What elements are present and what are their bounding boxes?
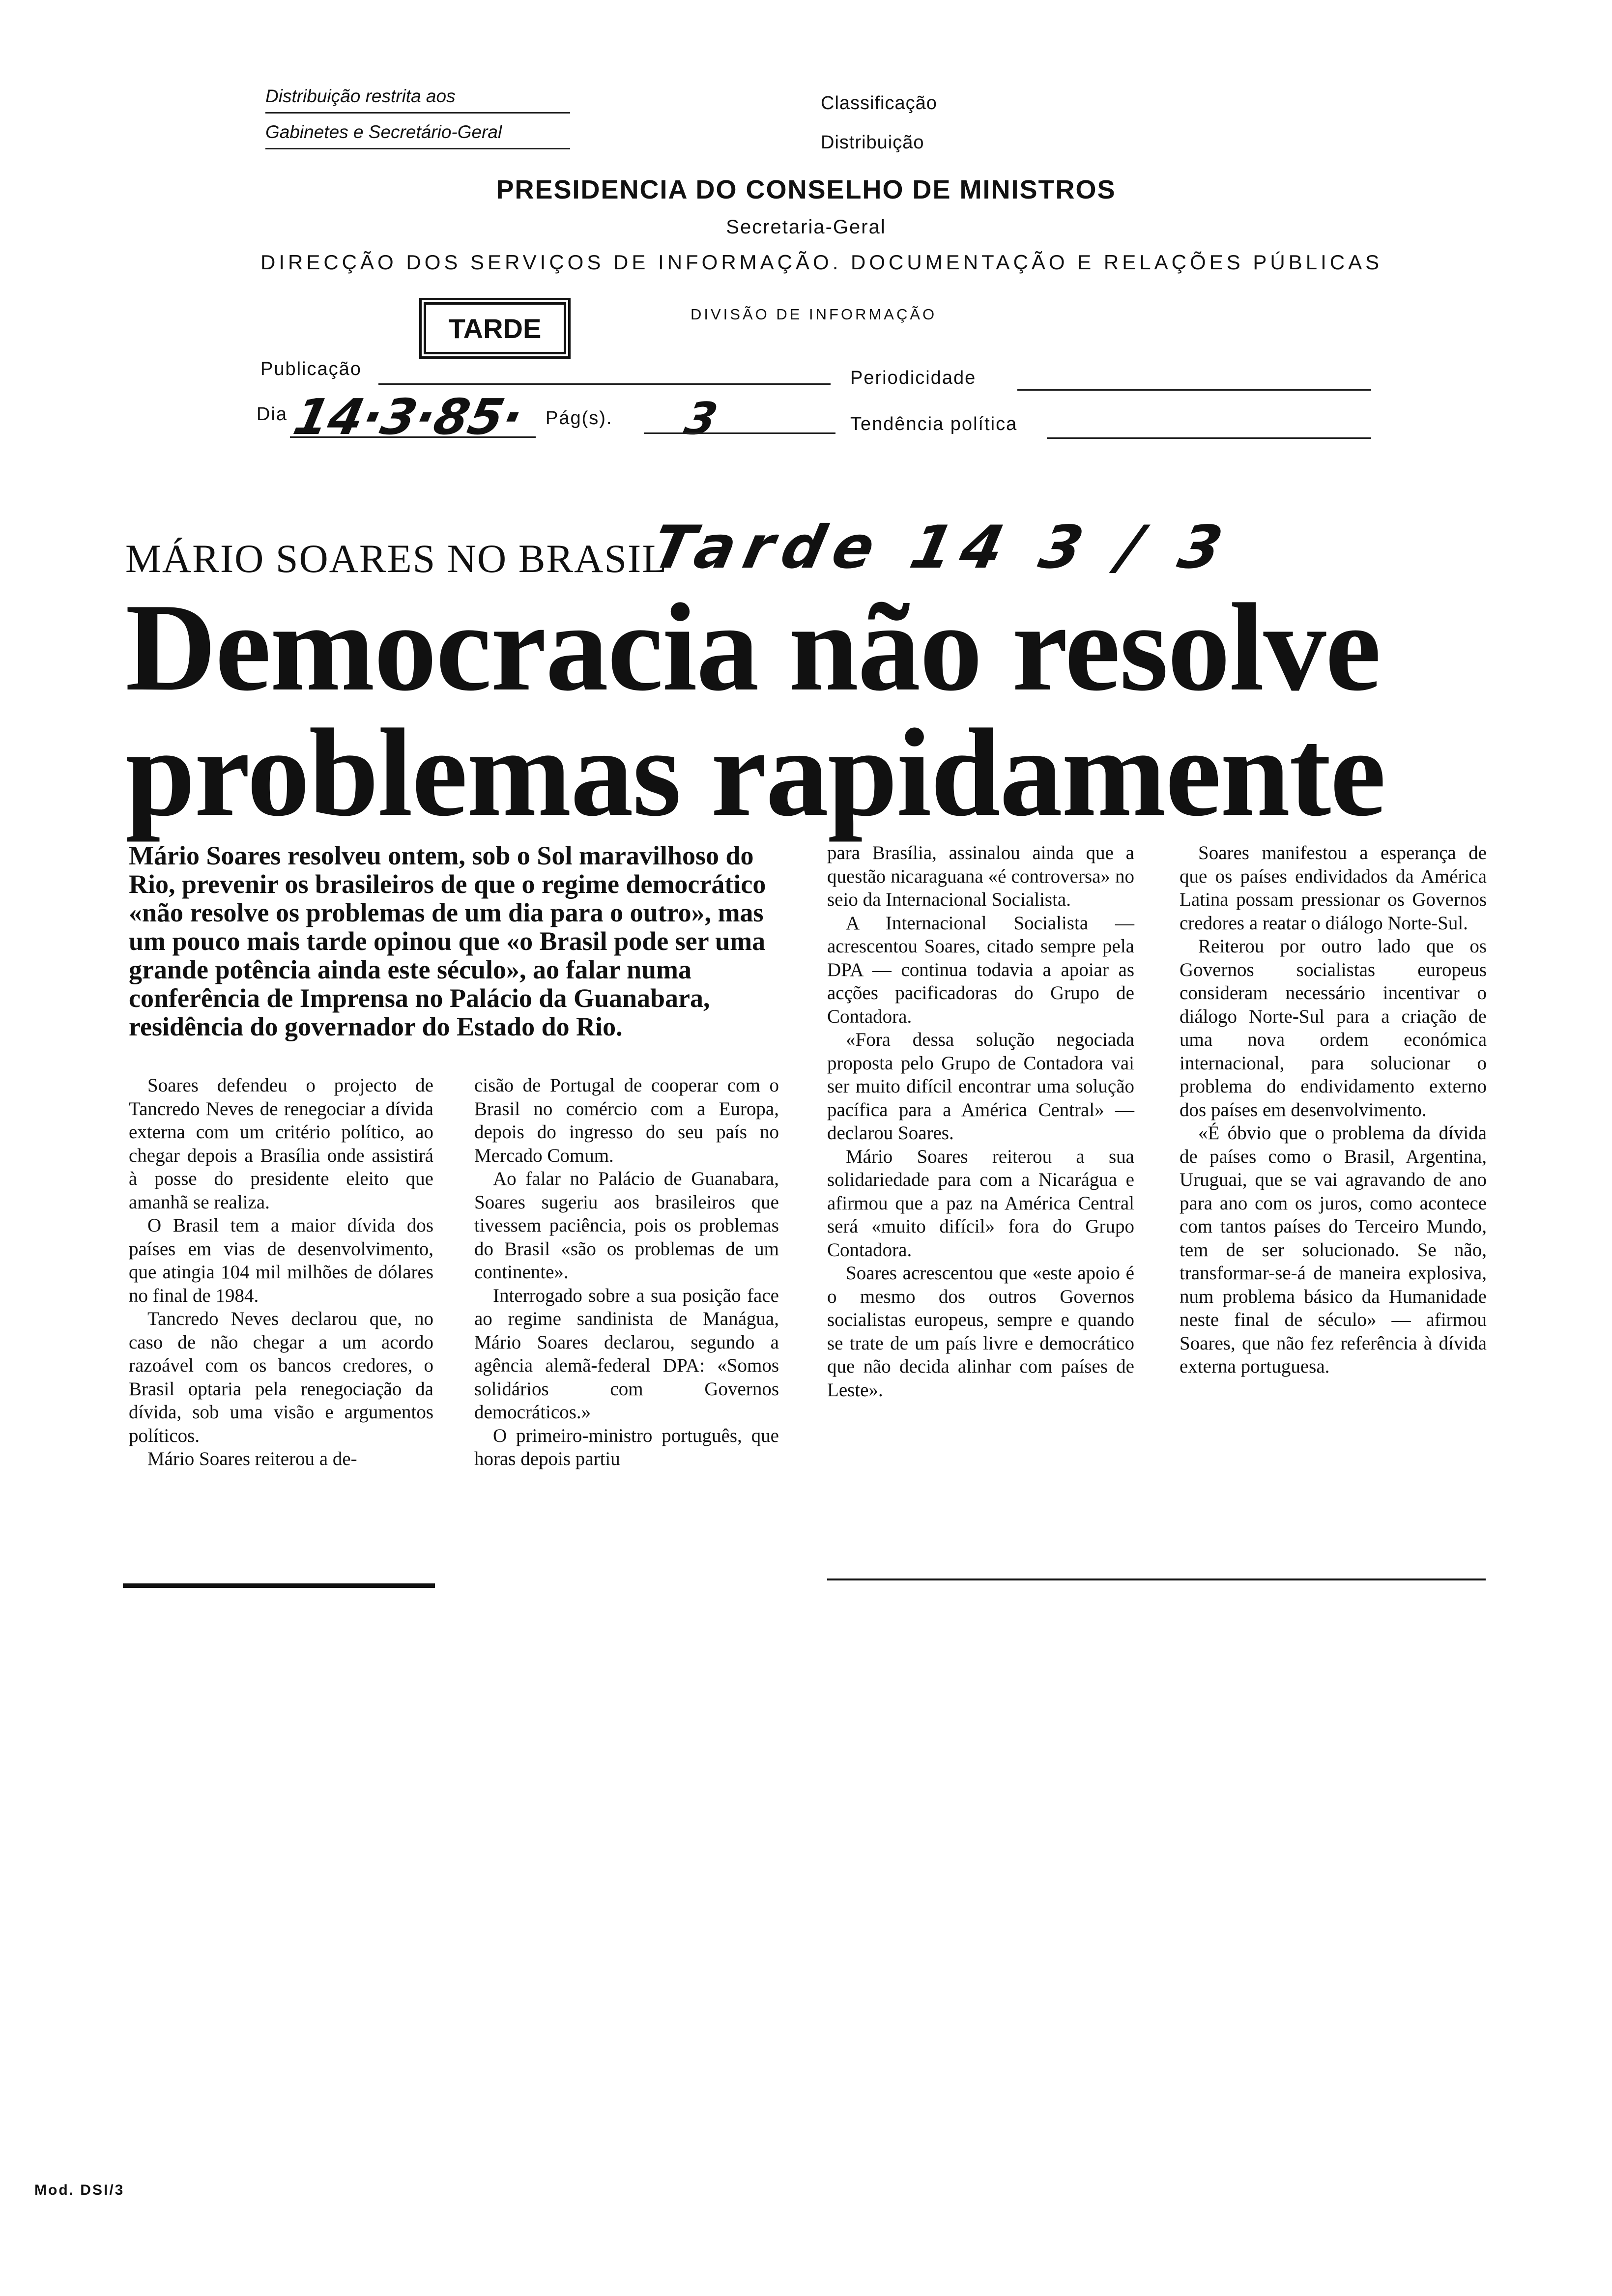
tendencia-line xyxy=(1047,437,1371,439)
pag-label: Pág(s). xyxy=(546,408,613,429)
restriction-line-1: Distribuição restrita aos xyxy=(265,78,570,114)
tendencia-label: Tendência política xyxy=(850,414,1018,434)
article-column-2 xyxy=(474,1074,779,1471)
col3-paragraph: Soares acrescentou que «este apoio é o mesmo dos outros Governos socialistas europeus, sempre e quando se trate de um país livre e democrático que não decida alinhar com países de Leste». xyxy=(827,1263,1134,1401)
col1-paragraph: Mário Soares reiterou a de- xyxy=(147,1448,357,1469)
publicacao-label: Publicação xyxy=(260,359,362,379)
article-headline xyxy=(125,578,1501,842)
periodicidade-label: Periodicidade xyxy=(850,368,977,388)
handwritten-annotation: Tarde 14 3 / 3 xyxy=(646,514,1237,582)
direccao-title: DIRECÇÃO DOS SERVIÇOS DE INFORMAÇÃO. DOCUMENTAÇÃO E RELAÇÕES PÚBLICAS xyxy=(260,251,1383,274)
classification-block xyxy=(821,84,937,162)
divisao-label: DIVISÃO DE INFORMAÇÃO xyxy=(691,306,937,323)
tarde-stamp: TARDE xyxy=(424,302,566,354)
pag-line xyxy=(644,432,835,434)
classificacao-label: Classificação xyxy=(821,93,937,114)
col3-paragraph: «Fora dessa solução negociada proposta pelo Grupo de Contadora vai ser muito difícil encontrar uma solução pacífica para a América Central» — declarou Soares. xyxy=(827,1029,1134,1144)
article-column-3 xyxy=(827,841,1134,1402)
dia-handwritten-value: 14·3·85· xyxy=(288,388,528,446)
distribution-restriction xyxy=(265,78,570,149)
article-end-rule xyxy=(827,1578,1486,1580)
headline-line-1: Democracia não resolve xyxy=(125,578,1381,717)
secretaria-title: Secretaria-Geral xyxy=(726,216,886,238)
column-1-end-rule xyxy=(123,1583,435,1588)
dia-label: Dia xyxy=(257,404,288,425)
pag-handwritten-value: 3 xyxy=(680,393,722,445)
col2-paragraph: O primeiro-ministro português, que horas depois partiu xyxy=(474,1425,779,1469)
publicacao-line xyxy=(378,383,831,385)
col2-paragraph: Interrogado sobre a sua posição face ao regime sandinista de Manágua, Mário Soares declarou, segundo a agência alemã-federal DPA: «Somos solidários com Governos democráticos.» xyxy=(474,1285,779,1423)
article-column-4 xyxy=(1180,841,1487,1378)
model-code: Mod. DSI/3 xyxy=(34,2182,125,2198)
dia-line xyxy=(290,436,536,438)
article-lead: Mário Soares resolveu ontem, sob o Sol maravilhoso do Rio, prevenir os brasileiros de que o regime democrático «não resolve os problemas de um dia para o outro», mas um pouco mais tarde opinou que «o Brasil pode ser uma grande potência ainda este século», ao falar numa conferência de Imprensa no Palácio da Guanabara, residência do governador do Estado do Rio. xyxy=(129,841,766,1041)
col1-paragraph: Tancredo Neves declarou que, no caso de não chegar a um acordo razoável com os bancos credores, o Brasil optaria pela renegociação da dívida, sob uma visão e argumentos políticos. xyxy=(129,1308,433,1446)
distribuicao-label: Distribuição xyxy=(821,132,924,153)
col3-paragraph: A Internacional Socialista — acrescentou Soares, citado sempre pela DPA — continua todavia a apoiar as acções pacificadoras do Grupo de Contadora. xyxy=(827,912,1134,1027)
col4-paragraph: «É óbvio que o problema da dívida de países como o Brasil, Argentina, Uruguai, que se vai agravando de ano para ano com os juros, como acontece com tantos países do Terceiro Mundo, tem de ser solucionado. Se não, transformar-se-á de maneira explosiva, num problema básico da Humanidade neste final de século» — afirmou Soares, que não fez referência à dívida externa portuguesa. xyxy=(1180,1122,1487,1377)
article-kicker: MÁRIO SOARES NO BRASIL xyxy=(125,536,668,581)
restriction-line-2: Gabinetes e Secretário-Geral xyxy=(265,114,570,149)
col2-paragraph: cisão de Portugal de cooperar com o Brasil no comércio com a Europa, depois do ingresso do seu país no Mercado Comum. xyxy=(474,1075,779,1166)
headline-line-2: problemas rapidamente xyxy=(125,703,1385,842)
periodicidade-line xyxy=(1017,389,1371,391)
col3-paragraph: Mário Soares reiterou a sua solidariedade para com a Nicarágua e afirmou que a paz na América Central será «muito difícil» fora do Grupo Contadora. xyxy=(827,1146,1134,1261)
col4-paragraph: Reiterou por outro lado que os Governos socialistas europeus consideram necessário incentivar o diálogo Norte-Sul para a criação de uma nova ordem económica internacional, para solucionar o problema do endividamento externo dos países em desenvolvimento. xyxy=(1180,936,1487,1120)
col1-paragraph: O Brasil tem a maior dívida dos países em vias de desenvolvimento, que atingia 104 mil milhões de dólares no final de 1984. xyxy=(129,1215,433,1306)
col2-paragraph: Ao falar no Palácio de Guanabara, Soares sugeriu aos brasileiros que tivessem paciência, pois os problemas do Brasil «são os problemas de um continente». xyxy=(474,1168,779,1283)
col3-paragraph: para Brasília, assinalou ainda que a questão nicaraguana «é controversa» no seio da Internacional Socialista. xyxy=(827,842,1134,910)
col1-paragraph: Soares defendeu o projecto de Tancredo Neves de renegociar a dívida externa com um critério político, ao chegar depois a Brasília onde assistirá à posse do presidente eleito que amanhã se realiza. xyxy=(129,1075,433,1213)
article-column-1 xyxy=(129,1074,433,1471)
col4-paragraph: Soares manifestou a esperança de que os países endividados da América Latina possam pressionar os Governos credores a reatar o diálogo Norte-Sul. xyxy=(1180,842,1487,934)
institution-title: PRESIDENCIA DO CONSELHO DE MINISTROS xyxy=(496,175,1116,204)
